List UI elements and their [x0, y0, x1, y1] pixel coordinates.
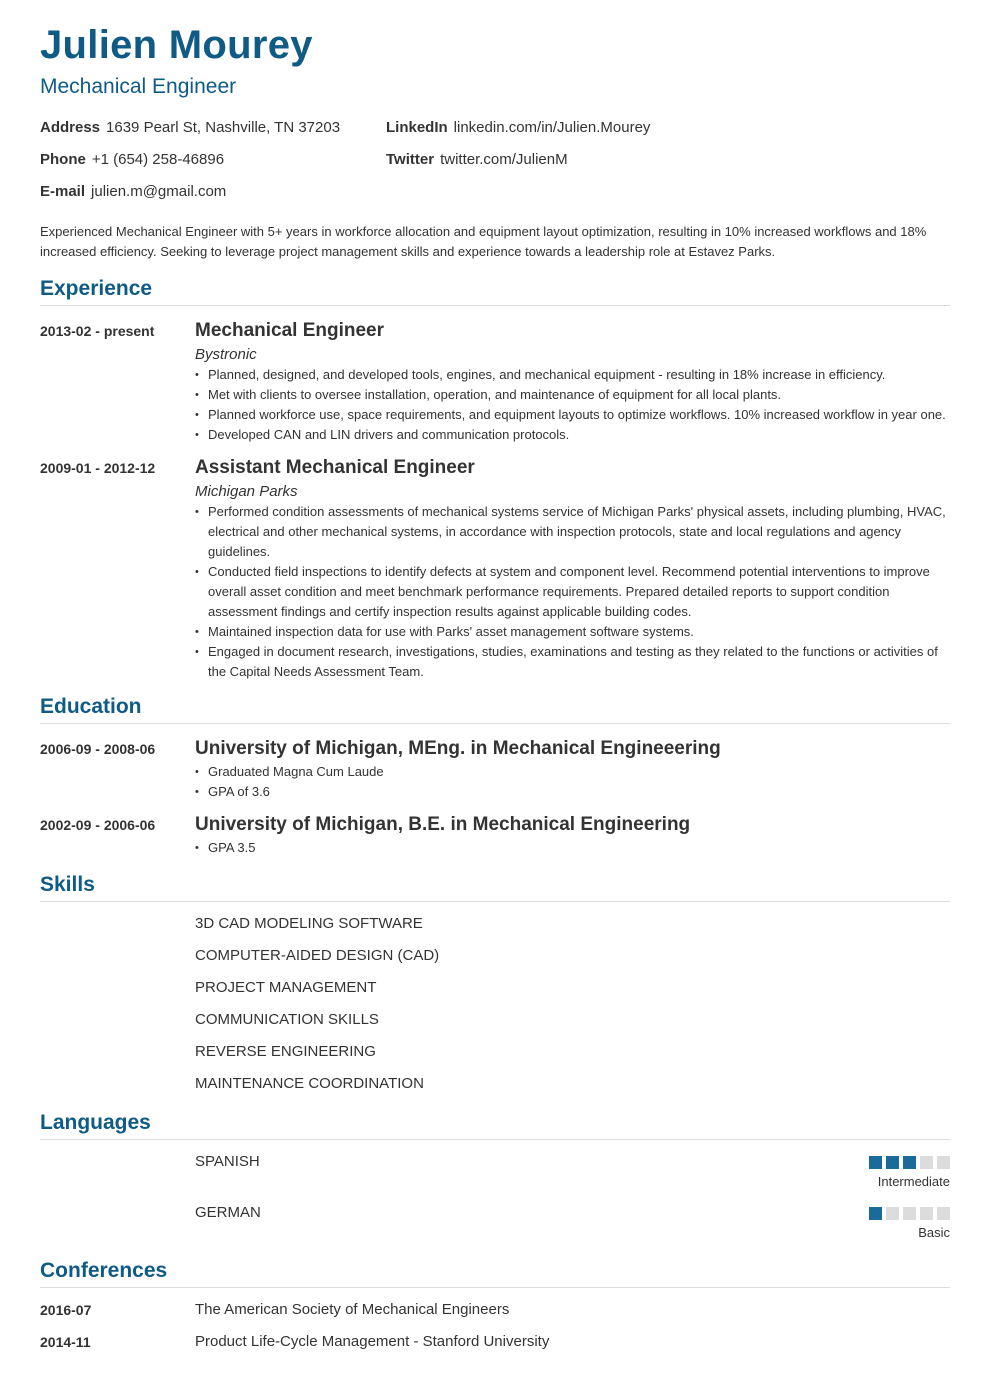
skill-item: PROJECT MANAGEMENT: [195, 979, 377, 996]
language-row: [40, 1203, 950, 1254]
contact-address: [40, 118, 340, 138]
bullet-item: • Planned workforce use, space requirements, and equipment layouts to optimize workflows. 10% increased workflow in year one.: [195, 405, 950, 425]
section-divider: [40, 901, 950, 902]
language-row: [40, 1152, 950, 1203]
experience-entry: [40, 318, 950, 445]
conference-name: Product Life-Cycle Management - Stanford University: [195, 1333, 550, 1350]
education-entry: [40, 812, 950, 858]
language-name: SPANISH: [195, 1153, 260, 1170]
rating-square-empty: [920, 1156, 933, 1169]
phone-label: Phone: [40, 151, 86, 168]
education-section: [40, 694, 950, 858]
contact-linkedin: [386, 118, 650, 138]
resume-page: [40, 22, 950, 1364]
skill-item: 3D CAD MODELING SOFTWARE: [195, 915, 423, 932]
bullet-item: • Developed CAN and LIN drivers and communication protocols.: [195, 425, 950, 445]
section-divider: [40, 305, 950, 306]
education-date: 2006-09 - 2008-06: [40, 741, 156, 757]
bullet-item: • Performed condition assessments of mechanical systems service of Michigan Parks' physical assets, including plumbing, HVAC, electrical and other mechanical systems, in accordance with inspection protocols, state and local regulations and agency guidelines.: [195, 502, 950, 562]
experience-section: [40, 276, 950, 682]
contact-block: [40, 100, 950, 212]
section-divider: [40, 1139, 950, 1140]
rating-square-filled: [903, 1156, 916, 1169]
skills-heading: Skills: [40, 873, 95, 896]
contact-email: [40, 182, 226, 202]
skill-item: REVERSE ENGINEERING: [195, 1043, 376, 1060]
education-heading: Education: [40, 695, 142, 718]
twitter-label: Twitter: [386, 151, 435, 168]
skill-item: COMMUNICATION SKILLS: [195, 1011, 379, 1028]
section-divider: [40, 1287, 950, 1288]
conferences-section: [40, 1258, 950, 1364]
language-rating: [869, 1207, 950, 1220]
linkedin-link[interactable]: linkedin.com/in/Julien.Mourey: [453, 119, 651, 136]
languages-section: [40, 1110, 950, 1254]
bullet-item: • GPA of 3.6: [195, 782, 950, 802]
experience-company: Michigan Parks: [195, 483, 298, 500]
contact-twitter: [386, 150, 568, 170]
rating-square-empty: [886, 1207, 899, 1220]
experience-date: 2013-02 - present: [40, 323, 155, 339]
rating-square-filled: [869, 1207, 882, 1220]
skill-item: MAINTENANCE COORDINATION: [195, 1075, 424, 1092]
rating-square-filled: [886, 1156, 899, 1169]
summary-text: Experienced Mechanical Engineer with 5+ years in workforce allocation and equipment layout optimization, resulting in 10% increased workflows and 18% increased efficiency. Seeking to leverage project management skills and experience towards a leadership role at Estavez Parks.: [40, 224, 927, 259]
address-value: 1639 Pearl St, Nashville, TN 37203: [106, 119, 341, 136]
conference-row: [40, 1300, 950, 1332]
rating-square-filled: [869, 1156, 882, 1169]
experience-bullets: [195, 365, 950, 445]
address-label: Address: [40, 119, 101, 136]
bullet-item: • Planned, designed, and developed tools, engines, and mechanical equipment - resulting in 18% increase in efficiency.: [195, 365, 950, 385]
linkedin-label: LinkedIn: [386, 119, 448, 136]
email-label: E-mail: [40, 183, 86, 200]
rating-square-empty: [903, 1207, 916, 1220]
bullet-item: • Maintained inspection data for use with Parks' asset management software systems.: [195, 622, 950, 642]
bullet-item: • GPA 3.5: [195, 838, 950, 858]
education-date: 2002-09 - 2006-06: [40, 817, 156, 833]
education-bullets: [195, 762, 950, 802]
language-name: GERMAN: [195, 1204, 261, 1221]
conferences-heading: Conferences: [40, 1259, 168, 1282]
language-rating: [869, 1156, 950, 1169]
education-title: University of Michigan, MEng. in Mechanical Engineeering: [195, 738, 721, 759]
rating-square-empty: [920, 1207, 933, 1220]
language-level: Basic: [918, 1225, 950, 1240]
rating-square-empty: [937, 1156, 950, 1169]
conference-date: 2016-07: [40, 1302, 92, 1318]
experience-heading: Experience: [40, 277, 153, 300]
bullet-item: • Conducted field inspections to identify defects at system and component level. Recommend potential interventions to improve overall asset condition and meet benchmark performance requirements. Prepared detailed reports to support condition assessment findings and certify inspection results against applicable building codes.: [195, 562, 950, 622]
section-divider: [40, 723, 950, 724]
email-link[interactable]: julien.m@gmail.com: [91, 183, 227, 200]
bullet-item: • Met with clients to oversee installation, operation, and maintenance of equipment for all local plants.: [195, 385, 950, 405]
languages-heading: Languages: [40, 1111, 151, 1134]
contact-phone: [40, 150, 224, 170]
phone-value: +1 (654) 258-46896: [91, 151, 225, 168]
education-title: University of Michigan, B.E. in Mechanical Engineering: [195, 814, 691, 835]
education-bullets: [195, 838, 950, 858]
conference-name: The American Society of Mechanical Engineers: [195, 1301, 510, 1318]
experience-bullets: [195, 502, 950, 682]
rating-square-empty: [937, 1207, 950, 1220]
skills-section: [40, 872, 950, 1094]
skill-item: COMPUTER-AIDED DESIGN (CAD): [195, 947, 440, 964]
language-level: Intermediate: [877, 1174, 950, 1189]
experience-title: Mechanical Engineer: [195, 320, 385, 341]
experience-company: Bystronic: [195, 346, 257, 363]
bullet-item: • Graduated Magna Cum Laude: [195, 762, 950, 782]
conference-date: 2014-11: [40, 1334, 91, 1350]
conference-row: [40, 1332, 950, 1364]
experience-title: Assistant Mechanical Engineer: [195, 457, 475, 478]
education-entry: [40, 736, 950, 802]
candidate-name: Julien Mourey: [40, 23, 313, 67]
experience-entry: [40, 455, 950, 682]
bullet-item: • Engaged in document research, investigations, studies, examinations and testing as they related to the functions or activities of the Capital Needs Assessment Team.: [195, 642, 950, 682]
experience-date: 2009-01 - 2012-12: [40, 460, 156, 476]
twitter-link[interactable]: twitter.com/JulienM: [440, 151, 568, 168]
candidate-title: Mechanical Engineer: [40, 75, 237, 98]
